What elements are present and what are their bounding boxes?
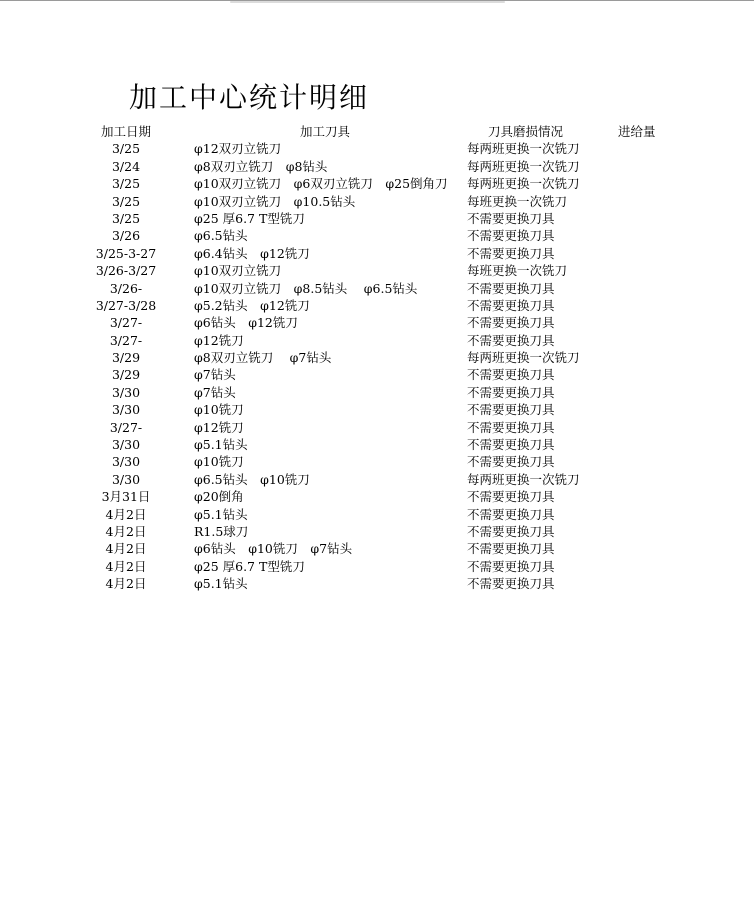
cell-date: 3/26-	[109, 280, 143, 296]
cell-wear: 每班更换一次铣刀	[467, 263, 568, 279]
cell-tool: φ8双刃立铣刀 φ8钻头	[194, 158, 328, 174]
cell-wear: 不需要更换刀具	[467, 454, 555, 470]
table-row	[0, 558, 754, 575]
cell-wear: 不需要更换刀具	[467, 367, 555, 383]
cell-wear: 不需要更换刀具	[467, 210, 555, 226]
cell-wear: 每两班更换一次铣刀	[467, 158, 580, 174]
table-row	[0, 210, 754, 227]
table-row	[0, 540, 754, 557]
cell-wear: 不需要更换刀具	[467, 541, 555, 557]
cell-date: 4月2日	[105, 506, 147, 522]
cell-date: 3/25-3-27	[95, 245, 157, 261]
cell-tool: φ10铣刀	[194, 402, 244, 418]
cell-date: 3/26-3/27	[95, 263, 157, 279]
cell-wear: 不需要更换刀具	[467, 297, 555, 313]
table-row	[0, 314, 754, 331]
cell-date: 4月2日	[105, 541, 147, 557]
table-row	[0, 175, 754, 192]
table-row	[0, 332, 754, 349]
cell-wear: 不需要更换刀具	[467, 384, 555, 400]
cell-tool: φ6.4钻头 φ12铣刀	[194, 245, 310, 261]
cell-tool: φ6钻头 φ10铣刀 φ7钻头	[194, 541, 353, 557]
cell-date: 4月2日	[105, 576, 147, 592]
table-row	[0, 419, 754, 436]
cell-date: 3/27-	[109, 315, 143, 331]
cell-wear: 不需要更换刀具	[467, 523, 555, 539]
table-row	[0, 436, 754, 453]
table-row	[0, 280, 754, 297]
cell-tool: φ7钻头	[194, 367, 236, 383]
cell-wear: 不需要更换刀具	[467, 437, 555, 453]
table-row	[0, 506, 754, 523]
cell-tool: φ20倒角	[194, 489, 244, 505]
cell-date: 3/30	[111, 437, 141, 453]
cell-date: 3/27-	[109, 419, 143, 435]
cell-wear: 每两班更换一次铣刀	[467, 176, 580, 192]
cell-tool: φ10铣刀	[194, 454, 244, 470]
table-row	[0, 401, 754, 418]
cell-wear: 不需要更换刀具	[467, 489, 555, 505]
table-row	[0, 366, 754, 383]
cell-wear: 不需要更换刀具	[467, 506, 555, 522]
cell-tool: φ12双刃立铣刀	[194, 141, 282, 157]
cell-wear: 不需要更换刀具	[467, 228, 555, 244]
table-row	[0, 158, 754, 175]
cell-date: 3/25	[111, 141, 141, 157]
cell-wear: 每两班更换一次铣刀	[467, 141, 580, 157]
page-title: 加工中心统计明细	[129, 81, 370, 114]
table-row	[0, 193, 754, 210]
header-tool: 加工刀具	[300, 124, 351, 139]
cell-tool: φ5.1钻头	[194, 576, 248, 592]
cell-date: 3/25	[111, 176, 141, 192]
cell-tool: φ12铣刀	[194, 332, 244, 348]
cell-tool: φ5.1钻头	[194, 506, 248, 522]
table-row	[0, 384, 754, 401]
table-row	[0, 523, 754, 540]
table-row	[0, 471, 754, 488]
cell-date: 3月31日	[101, 489, 151, 505]
cell-tool: φ10双刃立铣刀 φ8.5钻头 φ6.5钻头	[194, 280, 418, 296]
cell-wear: 每班更换一次铣刀	[467, 193, 568, 209]
cell-date: 3/30	[111, 402, 141, 418]
table-header	[0, 123, 754, 140]
cell-wear: 每两班更换一次铣刀	[467, 350, 580, 366]
cell-tool: φ5.2钻头 φ12铣刀	[194, 297, 310, 313]
header-date: 加工日期	[100, 124, 151, 139]
cell-wear: 不需要更换刀具	[467, 280, 555, 296]
table-row	[0, 227, 754, 244]
cell-date: 3/29	[111, 367, 141, 383]
cell-tool: φ6.5钻头	[194, 228, 248, 244]
table-row	[0, 262, 754, 279]
cell-wear: 不需要更换刀具	[467, 332, 555, 348]
cell-date: 3/27-3/28	[95, 297, 157, 313]
page-top-shadow	[230, 1, 505, 3]
cell-wear: 不需要更换刀具	[467, 576, 555, 592]
cell-wear: 不需要更换刀具	[467, 402, 555, 418]
header-wear: 刀具磨损情况	[488, 124, 564, 139]
cell-tool: φ25 厚6.7 T型铣刀	[194, 558, 305, 574]
cell-tool: φ7钻头	[194, 384, 236, 400]
cell-tool: φ10双刃立铣刀 φ10.5钻头	[194, 193, 356, 209]
cell-date: 3/30	[111, 454, 141, 470]
cell-date: 3/29	[111, 350, 141, 366]
stats-table	[0, 123, 754, 593]
cell-date: 3/27-	[109, 332, 143, 348]
cell-tool: φ12铣刀	[194, 419, 244, 435]
cell-wear: 不需要更换刀具	[467, 558, 555, 574]
header-feed: 进给量	[618, 124, 656, 139]
table-row	[0, 140, 754, 157]
cell-wear: 不需要更换刀具	[467, 419, 555, 435]
cell-date: 3/26	[111, 228, 141, 244]
cell-tool: φ8双刃立铣刀 φ7钻头	[194, 350, 332, 366]
table-row	[0, 575, 754, 592]
table-row	[0, 453, 754, 470]
cell-date: 3/25	[111, 193, 141, 209]
cell-date: 3/30	[111, 471, 141, 487]
table-row	[0, 297, 754, 314]
cell-date: 4月2日	[105, 523, 147, 539]
cell-tool: φ25 厚6.7 T型铣刀	[194, 210, 305, 226]
cell-tool: φ10双刃立铣刀	[194, 263, 282, 279]
cell-tool: R1.5球刀	[194, 523, 249, 539]
cell-date: 3/24	[111, 158, 141, 174]
cell-tool: φ5.1钻头	[194, 437, 248, 453]
table-row	[0, 245, 754, 262]
table-row	[0, 488, 754, 505]
cell-date: 4月2日	[105, 558, 147, 574]
cell-wear: 不需要更换刀具	[467, 315, 555, 331]
cell-date: 3/30	[111, 384, 141, 400]
cell-wear: 每两班更换一次铣刀	[467, 471, 580, 487]
cell-tool: φ6.5钻头 φ10铣刀	[194, 471, 310, 487]
cell-tool: φ10双刃立铣刀 φ6双刃立铣刀 φ25倒角刀	[194, 176, 448, 192]
table-row	[0, 349, 754, 366]
cell-tool: φ6钻头 φ12铣刀	[194, 315, 298, 331]
cell-date: 3/25	[111, 210, 141, 226]
cell-wear: 不需要更换刀具	[467, 245, 555, 261]
